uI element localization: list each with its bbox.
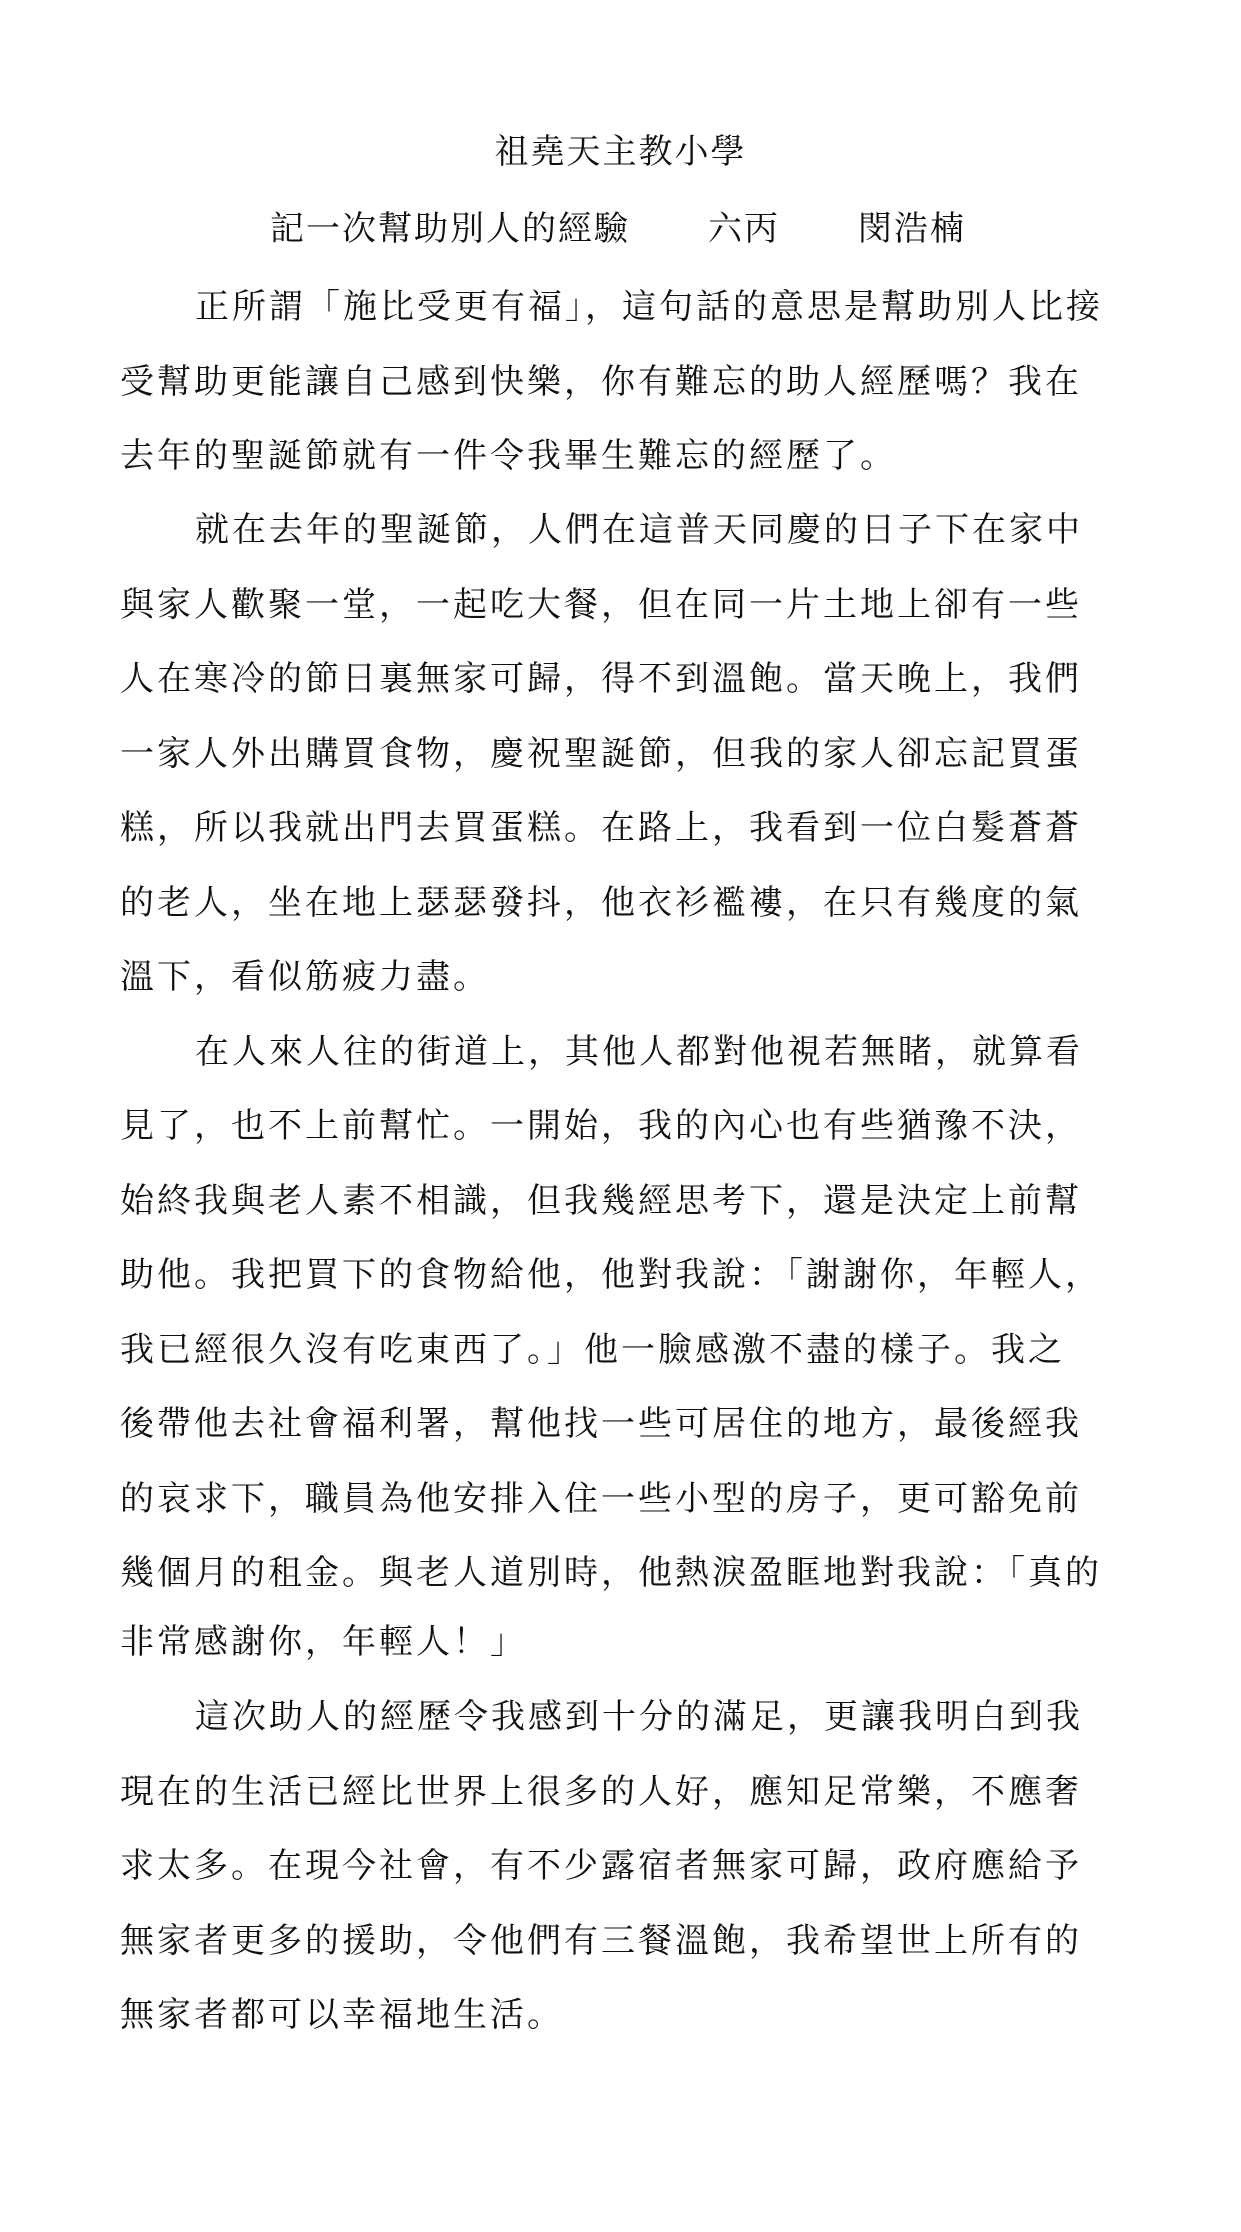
essay-line: 幾個月的租金。與老人道別時，他熱淚盈眶地對我說：「真的 — [120, 1553, 1102, 1593]
class-label: 六丙 — [708, 209, 780, 249]
essay-line: 無家者都可以幸福地生活。 — [120, 1995, 564, 2035]
essay-line: 溫下，看似筋疲力盡。 — [120, 957, 490, 997]
essay-line: 去年的聖誕節就有一件令我畢生難忘的經歷了。 — [120, 436, 897, 476]
essay-title: 記一次幫助別人的經驗 — [270, 209, 630, 249]
essay-line: 的哀求下，職員為他安排入住一些小型的房子，更可豁免前 — [120, 1479, 1082, 1519]
essay-line: 求太多。在現今社會，有不少露宿者無家可歸，政府應給予 — [120, 1846, 1082, 1886]
essay-line: 與家人歡聚一堂，一起吃大餐，但在同一片土地上卻有一些 — [120, 585, 1082, 625]
essay-line: 就在去年的聖誕節，人們在這普天同慶的日子下在家中 — [195, 510, 1083, 550]
essay-line: 我已經很久沒有吃東西了。」他一臉感激不盡的樣子。我之 — [120, 1330, 1065, 1370]
essay-line: 的老人，坐在地上瑟瑟發抖，他衣衫襤褸，在只有幾度的氣 — [120, 883, 1082, 923]
essay-line: 後帶他去社會福利署，幫他找一些可居住的地方，最後經我 — [120, 1404, 1082, 1444]
essay-line: 見了，也不上前幫忙。一開始，我的內心也有些猶豫不決， — [120, 1106, 1082, 1146]
essay-line: 非常感謝你，年輕人！」 — [120, 1622, 527, 1662]
essay-title-line — [270, 207, 966, 251]
essay-line: 在人來人往的街道上，其他人都對他視若無睹，就算看 — [195, 1032, 1083, 1072]
essay-line: 這次助人的經歷令我感到十分的滿足，更讓我明白到我 — [195, 1697, 1083, 1737]
essay-line: 一家人外出購買食物，慶祝聖誕節，但我的家人卻忘記買蛋 — [120, 734, 1082, 774]
essay-line: 始終我與老人素不相識，但我幾經思考下，還是決定上前幫 — [120, 1181, 1082, 1221]
essay-line: 無家者更多的援助，令他們有三餐溫飽，我希望世上所有的 — [120, 1921, 1082, 1961]
essay-line: 正所謂「施比受更有福」，這句話的意思是幫助別人比接 — [195, 287, 1103, 327]
essay-line: 人在寒冷的節日裏無家可歸，得不到溫飽。當天晚上，我們 — [120, 659, 1082, 699]
essay-line: 助他。我把買下的食物給他，他對我說：「謝謝你，年輕人， — [120, 1255, 1102, 1295]
essay-line: 糕，所以我就出門去買蛋糕。在路上，我看到一位白髮蒼蒼 — [120, 808, 1082, 848]
author-name: 閔浩楠 — [858, 209, 966, 249]
essay-line: 現在的生活已經比世界上很多的人好，應知足常樂，不應奢 — [120, 1772, 1082, 1812]
school-name: 祖堯天主教小學 — [494, 132, 747, 172]
essay-line: 受幫助更能讓自己感到快樂，你有難忘的助人經歷嗎？我在 — [120, 362, 1082, 402]
